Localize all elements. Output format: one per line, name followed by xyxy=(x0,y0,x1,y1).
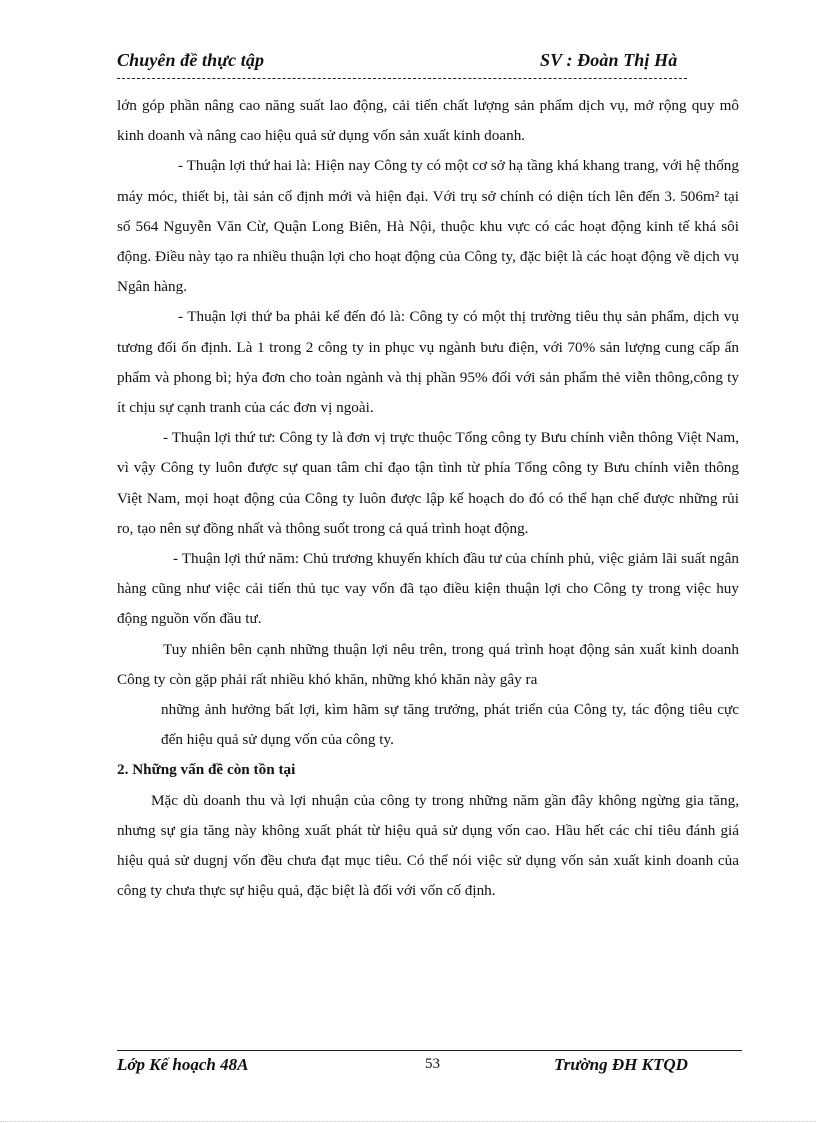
footer-divider xyxy=(117,1050,742,1051)
paragraph-advantage-3: - Thuận lợi thứ ba phải kể đến đó là: Công ty có một thị trường tiêu thụ sản phẩm, dịch vụ tương đối ổn định. Là 1 trong 2 công ty in phục vụ ngành bưu điện, với 70% sản lượng cung cấp ấn phẩm và phong bì; hỷa đơn cho toàn ngành và thị phần 95% đối với sản phẩm thẻ viễn thông,công ty ít chịu sự cạnh tranh của các đơn vị ngoài. xyxy=(117,308,739,417)
header-dashed-divider xyxy=(117,78,687,79)
page-number: 53 xyxy=(425,1056,440,1072)
header-author: SV : Đoàn Thị Hà xyxy=(540,50,678,70)
paragraph-difficulties-cont: những ảnh hưởng bất lợi, kìm hãm sự tăng trưởng, phát triển của Công ty, tác động tiêu cực đến hiệu quả sử dụng vốn của công ty. xyxy=(161,701,739,749)
paragraph-advantage-4: - Thuận lợi thứ tư: Công ty là đơn vị trực thuộc Tổng công ty Bưu chính viễn thông Việt Nam, vì vậy Công ty luôn được sự quan tâm chỉ đạo tận tình từ phía Tổng công ty Bưu chính viễn thông Việt Nam, mọi hoạt động của Công ty luôn được lập kế hoạch do đó có thể hạn chế được những rủi ro, tạo nên sự đồng nhất và thông suốt trong cả quá trình hoạt động. xyxy=(117,429,739,537)
paragraph-advantage-2: - Thuận lợi thứ hai là: Hiện nay Công ty có một cơ sở hạ tầng khá khang trang, với hệ thống máy móc, thiết bị, tài sản cố định mới và hiện đại. Với trụ sở chính có diện tích lên đến 3. 506m² tại số 564 Nguyễn Văn Cừ, Quận Long Biên, Hà Nội, thuộc khu vực có các hoạt động kinh tế khá sôi động. Điều này tạo ra nhiều thuận lợi cho hoạt động của Công ty, đặc biệt là các hoạt động về dịch vụ Ngân hàng. xyxy=(117,157,739,296)
footer-class: Lớp Kế hoạch 48A xyxy=(117,1055,249,1074)
page-bottom-edge xyxy=(0,1121,816,1122)
header-title: Chuyên đề thực tập xyxy=(117,50,265,70)
footer-school: Trường ĐH KTQD xyxy=(554,1055,688,1074)
paragraph-difficulties: Tuy nhiên bên cạnh những thuận lợi nêu trên, trong quá trình hoạt động sản xuất kinh doanh Công ty còn gặp phải rất nhiều khó khăn, những khó khăn này gây ra xyxy=(117,640,739,688)
section-heading: 2. Những vấn đề còn tồn tại xyxy=(117,761,296,779)
paragraph-advantage-5: - Thuận lợi thứ năm: Chủ trương khuyến khích đầu tư của chính phủ, việc giảm lãi suất ngân hàng cũng như việc cải tiến thủ tục vay vốn đã tạo điều kiện thuận lợi cho Công ty trong việc huy động nguồn vốn đầu tư. xyxy=(117,550,739,628)
paragraph-intro: lớn góp phần nâng cao năng suất lao động, cải tiến chất lượng sản phẩm dịch vụ, mở rộng quy mô kinh doanh và nâng cao hiệu quả sử dụng vốn sản xuất kinh doanh. xyxy=(117,97,739,145)
document-body xyxy=(117,91,739,906)
paragraph-issues: Mặc dù doanh thu và lợi nhuận của công ty trong những năm gần đây không ngừng gia tăng, nhưng sự gia tăng này không xuất phát từ hiệu quả sử dụng vốn cao. Hầu hết các chỉ tiêu đánh giá hiệu quả sử dugnj vốn đều chưa đạt mục tiêu. Có thể nói việc sử dụng vốn sản xuất kinh doanh của công ty chưa thực sự hiệu quả, đặc biệt là đối với vốn cố định. xyxy=(117,791,739,900)
page-footer xyxy=(117,1055,717,1077)
page-header xyxy=(117,50,697,72)
